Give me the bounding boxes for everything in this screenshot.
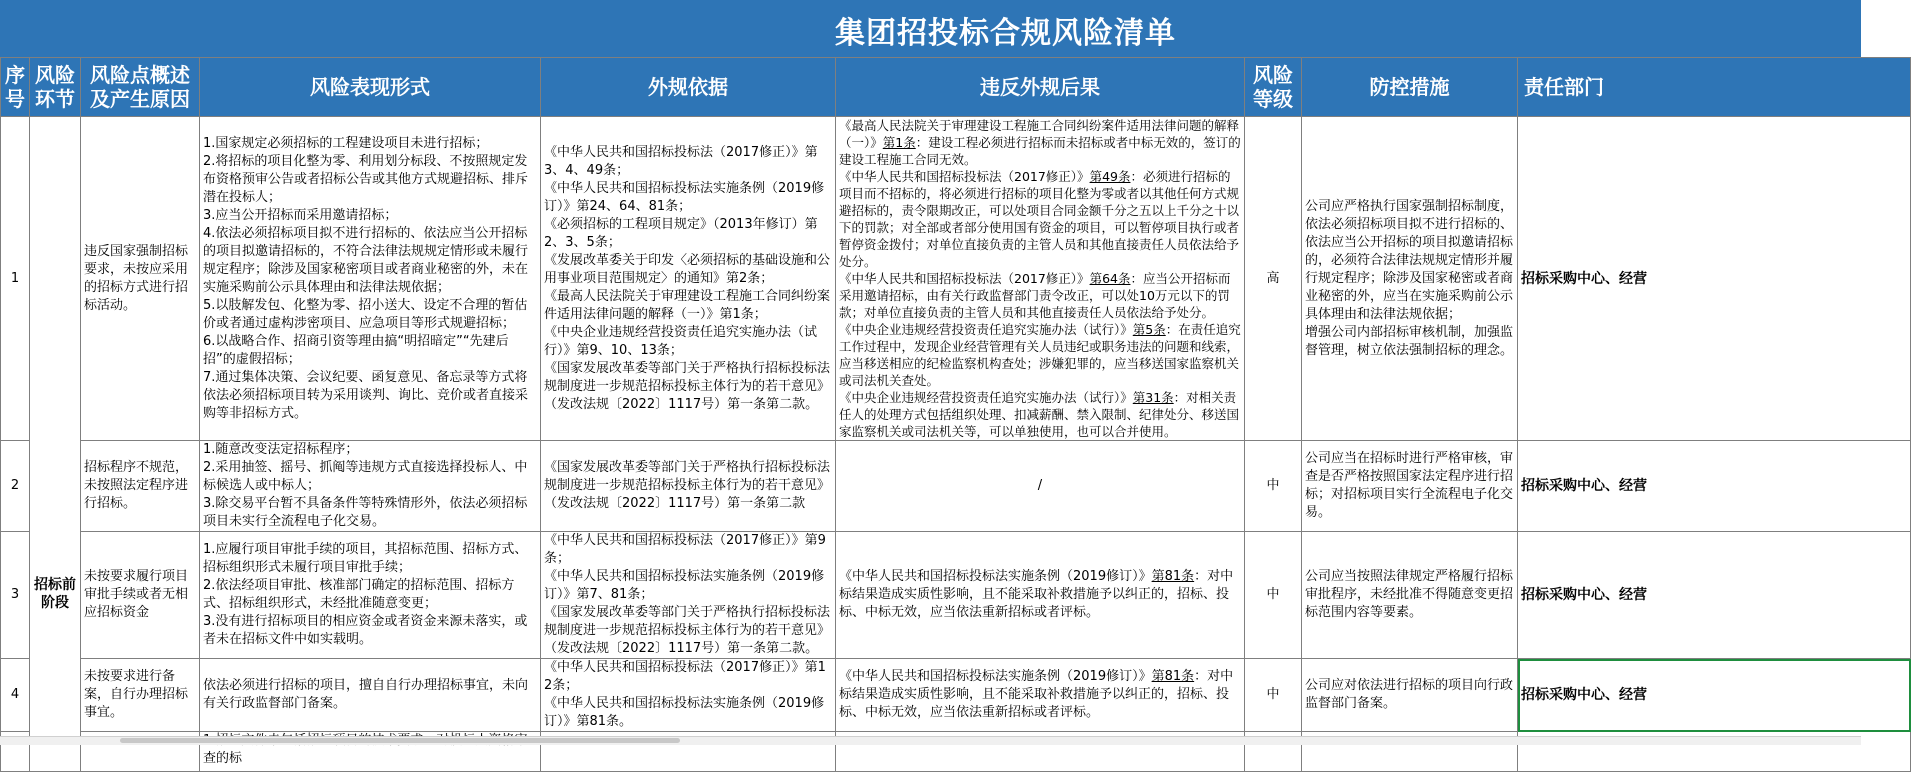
control-line: 增强公司内部招标审核机制，加强监督管理，树立依法强制招标的理念。 xyxy=(1305,324,1514,358)
basis-line: 《国家发展改革委等部门关于严格执行招标投标法规制度进一步规范招标投标主体行为的若干意见》（发改法规〔2022〕1117号）第一条第二款。 xyxy=(544,360,831,412)
forms-cell[interactable] xyxy=(200,441,541,532)
law-name: 《中华人民共和国招标投标法实施条例（2019修订）》 xyxy=(839,669,1152,684)
table-row xyxy=(1,117,1911,441)
header-seq[interactable]: 序号 xyxy=(1,58,30,117)
owner-cell-selected[interactable]: 招标采购中心、经营 xyxy=(1518,659,1911,732)
control-cell[interactable] xyxy=(1302,117,1518,441)
header-row xyxy=(1,58,1911,117)
consequence-cell[interactable] xyxy=(836,659,1245,732)
law-name: 《中央企业违规经营投资责任追究实施办法（试行）》 xyxy=(839,322,1133,337)
consequence-cell[interactable] xyxy=(836,532,1245,659)
seq-cell[interactable]: 3 xyxy=(1,532,30,659)
table-row xyxy=(1,441,1911,532)
control-cell[interactable] xyxy=(1302,441,1518,532)
forms-line: 1.随意改变法定招标程序； xyxy=(203,442,359,457)
law-name: 《中华人民共和国招标投标法实施条例（2019修订）》 xyxy=(839,569,1152,584)
header-basis[interactable]: 外规依据 xyxy=(541,58,836,117)
control-cell[interactable] xyxy=(1302,659,1518,732)
forms-line: 7.通过集体决策、会议纪要、函复意见、备忘录等方式将依法必须招标项目转为采用谈判、询比、竞价或者直接采购等非招标方式。 xyxy=(203,369,529,421)
forms-line: 3.应当公开招标而采用邀请招标； xyxy=(203,207,398,223)
forms-cell[interactable] xyxy=(200,659,541,732)
level-cell[interactable]: 中 xyxy=(1245,659,1302,732)
consequence-text: ：对相关责任人的处理方式包括组织处理、扣减薪酬、禁入限制、纪律处分、移送国家监察机关或司法机关等，可以单独使用，也可以合并使用。 xyxy=(839,390,1240,439)
title-bar[interactable] xyxy=(0,0,1861,58)
header-owner[interactable]: 责任部门 xyxy=(1518,58,1911,117)
forms-line: 1.应履行项目审批手续的项目，其招标范围、招标方式、招标组织形式未履行项目审批手续； xyxy=(203,542,528,575)
table-row xyxy=(1,659,1911,732)
basis-cell[interactable] xyxy=(541,441,836,532)
seq-cell[interactable]: 4 xyxy=(1,659,30,732)
consequence-line xyxy=(839,668,1241,722)
consequence-cell[interactable]: / xyxy=(836,441,1245,532)
consequence-text: ：必须进行招标的项目而不招标的，将必须进行招标的项目化整为零或者以其他任何方式规避招标的，责令限期改正，可以处项目合同金额千分之五以上千分之十以下的罚款；对全部或者部分使用国有资金的项目，可以暂停项目执行或者暂停资金拨付；对单位直接负责的主管人员和其他直接责任人员依法给予处分。 xyxy=(839,169,1240,269)
article-link[interactable]: 第81条 xyxy=(1151,669,1195,684)
control-line: 公司应对依法进行招标的项目向行政监督部门备案。 xyxy=(1305,678,1514,711)
owner-cell[interactable]: 招标采购中心、经营 xyxy=(1518,441,1911,532)
basis-line: 《必须招标的工程项目规定》（2013年修订）第2、3、5条； xyxy=(544,216,818,250)
consequence-text: ：对中标结果造成实质性影响，且不能采取补救措施予以纠正的，招标、投标、中标无效，应当依法重新招标或者评标。 xyxy=(839,669,1234,720)
basis-cell[interactable] xyxy=(541,117,836,441)
owner-cell[interactable]: 招标采购中心、经营 xyxy=(1518,532,1911,659)
basis-line: 《中华人民共和国招标投标法（2017修正）》第3、4、49条； xyxy=(544,144,818,178)
consequence-line xyxy=(839,568,1241,622)
basis-line: 《中华人民共和国招标投标法实施条例（2019修订）》第7、81条； xyxy=(544,569,825,602)
table-row xyxy=(1,532,1911,659)
summary-cell[interactable]: 未按要求进行备案，自行办理招标事宜。 xyxy=(81,659,200,732)
basis-line: 《中央企业违规经营投资责任追究实施办法（试行）》第9、10、13条； xyxy=(544,324,818,358)
forms-line: 3.除交易平台暂不具备条件等特殊情形外，依法必须招标项目未实行全流程电子化交易。 xyxy=(203,496,528,529)
summary-cell[interactable]: 未按要求履行项目审批手续或者无相应招标资金 xyxy=(81,532,200,659)
law-name: 《最高人民法院关于审理建设工程施工合同纠纷案件适用法律问题的解释（一）》 xyxy=(839,118,1240,150)
control-line: 公司应当按照法律规定严格履行招标审批程序，未经批准不得随意变更招标范围内容等要素。 xyxy=(1305,569,1514,620)
forms-line: 依法必须进行招标的项目，擅自自行办理招标事宜，未向有关行政监督部门备案。 xyxy=(203,678,529,711)
summary-cell[interactable]: 违反国家强制招标要求，未按应采用的招标方式进行招标活动。 xyxy=(81,117,200,441)
forms-line: 3.没有进行招标项目的相应资金或者资金来源未落实，或者未在招标文件中如实载明。 xyxy=(203,614,528,647)
forms-line: 查的标 xyxy=(203,751,243,766)
consequence-text: ：对中标结果造成实质性影响，且不能采取补救措施予以纠正的，招标、投标、中标无效，应当依法重新招标或者评标。 xyxy=(839,569,1234,620)
article-link[interactable]: 第64条 xyxy=(1089,271,1131,286)
basis-line: 《国家发展改革委等部门关于严格执行招标投标法规制度进一步规范招标投标主体行为的若干意见》（发改法规〔2022〕1117号）第一条第二款。 xyxy=(544,605,831,656)
article-link[interactable]: 第5条 xyxy=(1132,322,1166,337)
basis-line: 《中华人民共和国招标投标法实施条例（2019修订）》第81条。 xyxy=(544,696,825,729)
control-line: 公司应当在招标时进行严格审核，审查是否严格按照国家法定程序进行招标；对招标项目实行全流程电子化交易。 xyxy=(1305,451,1514,520)
header-summary[interactable]: 风险点概述及产生原因 xyxy=(81,58,200,117)
header-stage[interactable]: 风险环节 xyxy=(30,58,81,117)
law-name: 《中华人民共和国招标投标法（2017修正）》 xyxy=(839,271,1090,286)
article-link[interactable]: 第31条 xyxy=(1132,390,1174,405)
basis-line: 《中华人民共和国招标投标法实施条例（2019修订）》第24、64、81条； xyxy=(544,180,825,214)
article-link[interactable]: 第81条 xyxy=(1151,569,1195,584)
consequence-line xyxy=(839,270,1241,321)
header-consequence[interactable]: 违反外规后果 xyxy=(836,58,1245,117)
level-cell[interactable]: 中 xyxy=(1245,441,1302,532)
basis-line: 《中华人民共和国招标投标法（2017修正）》第9条； xyxy=(544,533,826,566)
forms-line: 5.以肢解发包、化整为零、招小送大、设定不合理的暂估价或者通过虚构涉密项目、应急项目等形式规避招标； xyxy=(203,297,528,331)
basis-line: 《中华人民共和国招标投标法（2017修正）》第12条； xyxy=(544,660,826,693)
risk-table xyxy=(0,57,1911,772)
consequence-line xyxy=(839,389,1241,440)
article-link[interactable]: 第1条 xyxy=(882,135,916,150)
header-level[interactable]: 风险等级 xyxy=(1245,58,1302,117)
forms-line: 2.将招标的项目化整为零、利用划分标段、不按照规定发布资格预审公告或者招标公告或其他方式规避招标、排斥潜在投标人； xyxy=(203,153,529,205)
law-name: 《中央企业违规经营投资责任追究实施办法（试行）》 xyxy=(839,390,1133,405)
forms-line: 1.国家规定必须招标的工程建设项目未进行招标； xyxy=(203,135,489,151)
seq-cell[interactable]: 2 xyxy=(1,441,30,532)
forms-line: 4.依法必须招标项目拟不进行招标的、依法应当公开招标的项目拟邀请招标的，不符合法律法规规定情形或未履行规定程序；除涉及国家秘密项目或者商业秘密的外，未在实施采购前公示具体理由和法律法规依据； xyxy=(203,225,529,295)
forms-cell[interactable] xyxy=(200,532,541,659)
consequence-text: ：应当公开招标而采用邀请招标，由有关行政监督部门责令改正，可以处10万元以下的罚款；对单位直接负责的主管人员和其他直接责任人员依法给予处分。 xyxy=(839,271,1231,320)
consequence-text: ：建设工程必须进行招标而未招标或者中标无效的，签订的建设工程施工合同无效。 xyxy=(839,135,1241,167)
basis-line: 《发展改革委关于印发〈必须招标的基础设施和公用事业项目范围规定〉的通知》第2条； xyxy=(544,252,831,286)
forms-line: 2.依法经项目审批、核准部门确定的招标范围、招标方式、招标组织形式，未经批准随意变更； xyxy=(203,578,515,611)
forms-line: 2.采用抽签、摇号、抓阄等违规方式直接选择投标人、中标候选人或中标人； xyxy=(203,460,528,493)
control-cell[interactable] xyxy=(1302,532,1518,659)
header-control[interactable]: 防控措施 xyxy=(1302,58,1518,117)
consequence-cell[interactable] xyxy=(836,117,1245,441)
consequence-line xyxy=(839,168,1241,270)
summary-cell[interactable]: 招标程序不规范，未按照法定程序进行招标。 xyxy=(81,441,200,532)
seq-cell[interactable]: 1 xyxy=(1,117,30,441)
control-line: 公司应严格执行国家强制招标制度，依法必须招标项目拟不进行招标的、依法应当公开招标的项目拟邀请招标的，必须符合法律法规规定情形并履行规定程序；除涉及国家秘密或者商业秘密的外，应当在实施采购前公示具体理由和法律法规依据； xyxy=(1305,198,1514,322)
basis-cell[interactable] xyxy=(541,532,836,659)
scrollbar-thumb[interactable] xyxy=(120,738,680,743)
basis-cell[interactable] xyxy=(541,659,836,732)
law-name: 《中华人民共和国招标投标法（2017修正）》 xyxy=(839,169,1090,184)
forms-cell[interactable] xyxy=(200,117,541,441)
header-forms[interactable]: 风险表现形式 xyxy=(200,58,541,117)
forms-line: 6.以战略合作、招商引资等理由搞“明招暗定”“先建后招”的虚假招标； xyxy=(203,333,509,367)
article-link[interactable]: 第49条 xyxy=(1089,169,1131,184)
consequence-text: ：在责任追究工作过程中，发现企业经营管理有关人员违纪或职务违法的问题和线索，应当移送相应的纪检监察机构查处；涉嫌犯罪的，应当移送国家监察机关或司法机关查处。 xyxy=(839,322,1241,388)
owner-cell[interactable]: 招标采购中心、经营 xyxy=(1518,117,1911,441)
level-cell[interactable]: 高 xyxy=(1245,117,1302,441)
consequence-line xyxy=(839,117,1241,168)
stage-cell[interactable]: 招标前阶段 xyxy=(30,117,81,772)
basis-line: 《最高人民法院关于审理建设工程施工合同纠纷案件适用法律问题的解释（一）》第1条； xyxy=(544,288,831,322)
basis-line: 《国家发展改革委等部门关于严格执行招标投标法规制度进一步规范招标投标主体行为的若干意见》（发改法规〔2022〕1117号）第一条第二款 xyxy=(544,460,831,511)
consequence-line xyxy=(839,321,1241,389)
level-cell[interactable]: 中 xyxy=(1245,532,1302,659)
sheet-title: 集团招投标合规风险清单 xyxy=(835,16,1176,51)
